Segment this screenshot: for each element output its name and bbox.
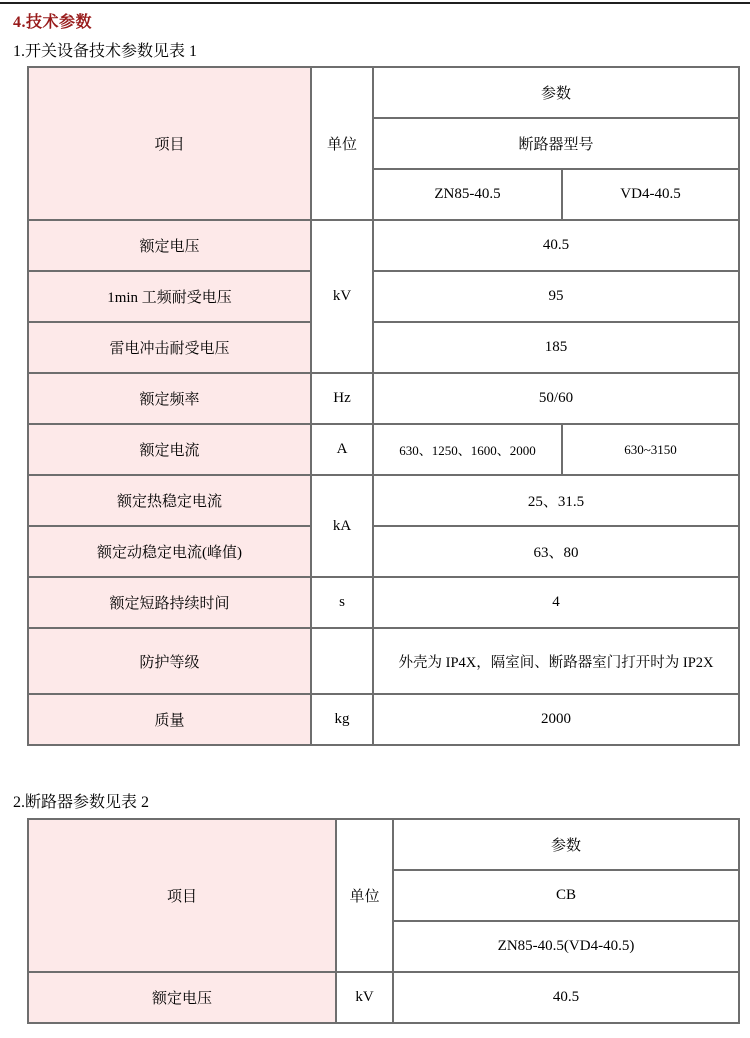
- value-cell: 63、80: [373, 526, 739, 577]
- table-row: [28, 373, 739, 424]
- value-cell: 95: [373, 271, 739, 322]
- item-cell: 额定电压: [28, 972, 336, 1023]
- switchgear-params-table: [27, 66, 740, 746]
- unit-cell: s: [311, 577, 373, 628]
- table1-header-model-right: VD4-40.5: [562, 169, 739, 220]
- unit-cell: kV: [336, 972, 393, 1023]
- item-cell: 额定短路持续时间: [28, 577, 311, 628]
- value-cell: 40.5: [373, 220, 739, 271]
- item-cell: 雷电冲击耐受电压: [28, 322, 311, 373]
- unit-cell: [311, 628, 373, 694]
- table1-header-unit: 单位: [311, 67, 373, 220]
- table-row: [28, 424, 739, 475]
- table-row: [28, 972, 739, 1023]
- breaker-params-table: [27, 818, 740, 1024]
- item-cell: 防护等级: [28, 628, 311, 694]
- item-cell: 额定动稳定电流(峰值): [28, 526, 311, 577]
- value-cell: 185: [373, 322, 739, 373]
- table-row: [28, 628, 739, 694]
- unit-cell: Hz: [311, 373, 373, 424]
- item-cell: 额定频率: [28, 373, 311, 424]
- item-cell: 1min 工频耐受电压: [28, 271, 311, 322]
- table-row: [28, 526, 739, 577]
- item-cell: 额定电流: [28, 424, 311, 475]
- value-cell: 外壳为 IP4X，隔室间、断路器室门打开时为 IP2X: [373, 628, 739, 694]
- section-1-caption: 1.开关设备技术参数见表 1: [13, 43, 198, 60]
- table-row: [28, 220, 739, 271]
- table1-header-breaker-model: 断路器型号: [373, 118, 739, 169]
- table-row: [28, 271, 739, 322]
- value-cell: 50/60: [373, 373, 739, 424]
- table2-header-model: ZN85-40.5(VD4-40.5): [393, 921, 739, 972]
- table-row: [28, 322, 739, 373]
- value-cell: 4: [373, 577, 739, 628]
- table2-header-param: 参数: [393, 819, 739, 870]
- value-cell: 25、31.5: [373, 475, 739, 526]
- value-cell: 2000: [373, 694, 739, 745]
- item-cell: 额定热稳定电流: [28, 475, 311, 526]
- value-cell: 40.5: [393, 972, 739, 1023]
- item-cell: 额定电压: [28, 220, 311, 271]
- table-row: [28, 577, 739, 628]
- table-row: [28, 475, 739, 526]
- unit-cell: A: [311, 424, 373, 475]
- table-row: [28, 694, 739, 745]
- item-cell: 质量: [28, 694, 311, 745]
- table2-header-cb: CB: [393, 870, 739, 921]
- unit-cell: kA: [311, 475, 373, 577]
- table2-header-item: 项目: [28, 819, 336, 972]
- table1-header-model-left: ZN85-40.5: [373, 169, 562, 220]
- top-divider-rule: [0, 2, 750, 4]
- section-2-caption: 2.断路器参数见表 2: [13, 794, 150, 811]
- unit-cell: kV: [311, 220, 373, 373]
- table1-header-param: 参数: [373, 67, 739, 118]
- table2-header-unit: 单位: [336, 819, 393, 972]
- value-cell-right: 630~3150: [562, 424, 739, 475]
- page-title: 4.技术参数: [13, 14, 93, 31]
- table1-header-item: 项目: [28, 67, 311, 220]
- value-cell-left: 630、1250、1600、2000: [373, 424, 562, 475]
- unit-cell: kg: [311, 694, 373, 745]
